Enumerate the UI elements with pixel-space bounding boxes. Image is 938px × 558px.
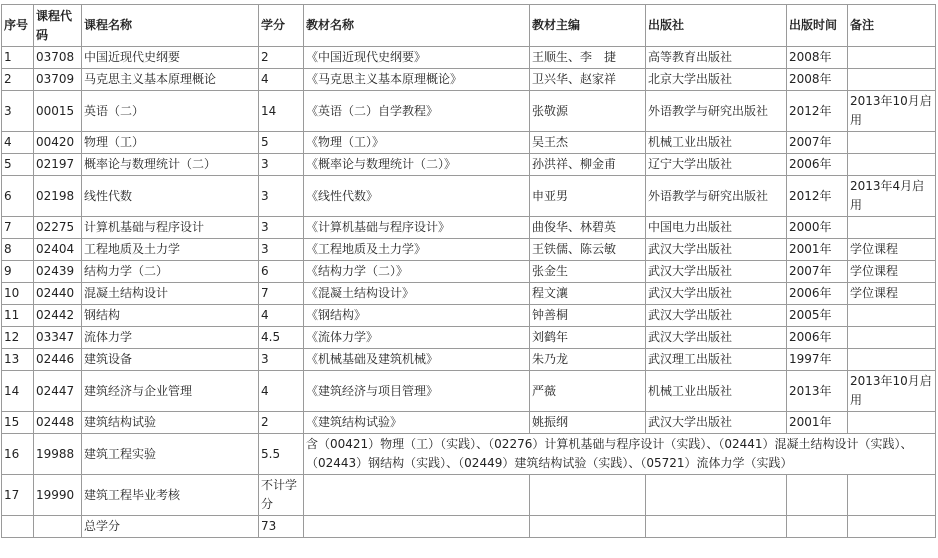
cell-year: 2007年 <box>787 261 848 283</box>
cell-no: 13 <box>2 349 34 371</box>
cell-note <box>848 217 936 239</box>
cell-code: 02439 <box>34 261 82 283</box>
cell-course: 钢结构 <box>82 305 259 327</box>
cell-empty <box>530 475 646 516</box>
cell-credit: 14 <box>259 91 304 132</box>
cell-no: 1 <box>2 47 34 69</box>
cell-credit: 5 <box>259 132 304 154</box>
table-body <box>2 47 936 434</box>
header-year: 出版时间 <box>787 5 848 47</box>
cell-no: 15 <box>2 412 34 434</box>
cell-credit: 2 <box>259 47 304 69</box>
cell-note: 学位课程 <box>848 261 936 283</box>
cell-publisher: 武汉大学出版社 <box>646 412 787 434</box>
cell-note <box>848 69 936 91</box>
cell-note: 2013年4月启用 <box>848 176 936 217</box>
cell-note: 2013年10月启用 <box>848 371 936 412</box>
cell-note <box>848 132 936 154</box>
cell-code: 19990 <box>34 475 82 516</box>
cell-empty <box>646 516 787 538</box>
cell-editor: 卫兴华、赵家祥 <box>530 69 646 91</box>
cell-textbook: 《混凝土结构设计》 <box>304 283 530 305</box>
cell-editor: 申亚男 <box>530 176 646 217</box>
cell-empty <box>34 516 82 538</box>
cell-no: 2 <box>2 69 34 91</box>
cell-credit: 3 <box>259 154 304 176</box>
table-row <box>2 434 936 475</box>
cell-empty <box>787 475 848 516</box>
cell-editor: 孙洪祥、柳金甫 <box>530 154 646 176</box>
cell-editor: 张敬源 <box>530 91 646 132</box>
header-publisher: 出版社 <box>646 5 787 47</box>
cell-credit: 2 <box>259 412 304 434</box>
table-row <box>2 217 936 239</box>
cell-empty <box>646 475 787 516</box>
cell-empty <box>530 516 646 538</box>
cell-credit: 3 <box>259 349 304 371</box>
table-row <box>2 475 936 516</box>
cell-editor: 曲俊华、林碧英 <box>530 217 646 239</box>
cell-textbook: 《建筑经济与项目管理》 <box>304 371 530 412</box>
cell-publisher: 高等教育出版社 <box>646 47 787 69</box>
table-row <box>2 327 936 349</box>
cell-course: 混凝土结构设计 <box>82 283 259 305</box>
cell-publisher: 外语教学与研究出版社 <box>646 91 787 132</box>
header-course: 课程名称 <box>82 5 259 47</box>
cell-no: 3 <box>2 91 34 132</box>
cell-course: 中国近现代史纲要 <box>82 47 259 69</box>
cell-code: 02446 <box>34 349 82 371</box>
cell-credit: 不计学分 <box>259 475 304 516</box>
cell-year: 2006年 <box>787 154 848 176</box>
cell-course: 流体力学 <box>82 327 259 349</box>
cell-code: 02197 <box>34 154 82 176</box>
cell-note: 学位课程 <box>848 283 936 305</box>
cell-no: 9 <box>2 261 34 283</box>
cell-editor: 吴王杰 <box>530 132 646 154</box>
cell-year: 2007年 <box>787 132 848 154</box>
cell-no: 5 <box>2 154 34 176</box>
cell-credit: 7 <box>259 283 304 305</box>
cell-credit: 5.5 <box>259 434 304 475</box>
cell-editor: 刘鹤年 <box>530 327 646 349</box>
cell-code: 03347 <box>34 327 82 349</box>
cell-publisher: 武汉理工出版社 <box>646 349 787 371</box>
cell-publisher: 机械工业出版社 <box>646 371 787 412</box>
table-row <box>2 349 936 371</box>
cell-editor: 王顺生、李 捷 <box>530 47 646 69</box>
cell-note <box>848 327 936 349</box>
cell-publisher: 外语教学与研究出版社 <box>646 176 787 217</box>
table-row <box>2 69 936 91</box>
cell-year: 2013年 <box>787 371 848 412</box>
cell-note <box>848 349 936 371</box>
cell-publisher: 机械工业出版社 <box>646 132 787 154</box>
cell-textbook: 《机械基础及建筑机械》 <box>304 349 530 371</box>
cell-editor: 朱乃龙 <box>530 349 646 371</box>
table-row <box>2 154 936 176</box>
cell-textbook: 《物理（工）》 <box>304 132 530 154</box>
cell-textbook: 《钢结构》 <box>304 305 530 327</box>
header-note: 备注 <box>848 5 936 47</box>
cell-year: 2012年 <box>787 91 848 132</box>
cell-empty <box>848 475 936 516</box>
table-row <box>2 261 936 283</box>
cell-year: 2000年 <box>787 217 848 239</box>
table-row <box>2 412 936 434</box>
cell-code: 02198 <box>34 176 82 217</box>
cell-publisher: 武汉大学出版社 <box>646 239 787 261</box>
cell-no: 16 <box>2 434 34 475</box>
table-row <box>2 239 936 261</box>
cell-course: 线性代数 <box>82 176 259 217</box>
cell-publisher: 北京大学出版社 <box>646 69 787 91</box>
cell-detail: 含（00421）物理（工）（实践）、（02276）计算机基础与程序设计（实践）、（02441）混凝土结构设计（实践）、（02443）钢结构（实践）、（02449）建筑结构试验（实践）、（05721）流体力学（实践） <box>304 434 936 475</box>
cell-no: 10 <box>2 283 34 305</box>
cell-empty <box>848 516 936 538</box>
cell-course: 物理（工） <box>82 132 259 154</box>
cell-course: 建筑设备 <box>82 349 259 371</box>
header-textbook: 教材名称 <box>304 5 530 47</box>
cell-code: 03708 <box>34 47 82 69</box>
cell-no: 11 <box>2 305 34 327</box>
cell-course: 建筑工程毕业考核 <box>82 475 259 516</box>
cell-course: 马克思主义基本原理概论 <box>82 69 259 91</box>
header-code: 课程代码 <box>34 5 82 47</box>
cell-publisher: 武汉大学出版社 <box>646 327 787 349</box>
cell-textbook: 《结构力学（二）》 <box>304 261 530 283</box>
table-row <box>2 176 936 217</box>
cell-credit: 3 <box>259 176 304 217</box>
cell-course: 工程地质及土力学 <box>82 239 259 261</box>
cell-note: 学位课程 <box>848 239 936 261</box>
cell-course: 建筑结构试验 <box>82 412 259 434</box>
cell-year: 1997年 <box>787 349 848 371</box>
cell-editor: 张金生 <box>530 261 646 283</box>
header-no: 序号 <box>2 5 34 47</box>
cell-year: 2008年 <box>787 69 848 91</box>
cell-code: 02448 <box>34 412 82 434</box>
cell-editor: 姚振纲 <box>530 412 646 434</box>
cell-editor: 程文瀼 <box>530 283 646 305</box>
cell-year: 2008年 <box>787 47 848 69</box>
table-row <box>2 283 936 305</box>
cell-no: 14 <box>2 371 34 412</box>
cell-course: 建筑工程实验 <box>82 434 259 475</box>
cell-empty <box>787 516 848 538</box>
table-row <box>2 47 936 69</box>
header-editor: 教材主编 <box>530 5 646 47</box>
cell-code: 00420 <box>34 132 82 154</box>
cell-note <box>848 47 936 69</box>
header-credit: 学分 <box>259 5 304 47</box>
table-row <box>2 91 936 132</box>
total-value: 73 <box>259 516 304 538</box>
cell-editor: 严薇 <box>530 371 646 412</box>
cell-credit: 4.5 <box>259 327 304 349</box>
cell-credit: 3 <box>259 217 304 239</box>
cell-empty <box>304 475 530 516</box>
cell-publisher: 武汉大学出版社 <box>646 261 787 283</box>
cell-textbook: 《马克思主义基本原理概论》 <box>304 69 530 91</box>
cell-note <box>848 305 936 327</box>
cell-year: 2001年 <box>787 412 848 434</box>
cell-code: 02404 <box>34 239 82 261</box>
cell-no: 17 <box>2 475 34 516</box>
cell-year: 2006年 <box>787 327 848 349</box>
cell-editor: 王铁儒、陈云敏 <box>530 239 646 261</box>
cell-publisher: 中国电力出版社 <box>646 217 787 239</box>
cell-textbook: 《计算机基础与程序设计》 <box>304 217 530 239</box>
cell-textbook: 《建筑结构试验》 <box>304 412 530 434</box>
cell-textbook: 《英语（二）自学教程》 <box>304 91 530 132</box>
course-table <box>1 4 936 538</box>
cell-year: 2012年 <box>787 176 848 217</box>
table-row <box>2 132 936 154</box>
cell-empty <box>2 516 34 538</box>
cell-credit: 4 <box>259 69 304 91</box>
cell-editor: 钟善桐 <box>530 305 646 327</box>
cell-year: 2006年 <box>787 283 848 305</box>
cell-textbook: 《工程地质及土力学》 <box>304 239 530 261</box>
cell-course: 计算机基础与程序设计 <box>82 217 259 239</box>
cell-empty <box>304 516 530 538</box>
cell-note: 2013年10月启用 <box>848 91 936 132</box>
cell-code: 03709 <box>34 69 82 91</box>
cell-publisher: 武汉大学出版社 <box>646 283 787 305</box>
cell-year: 2005年 <box>787 305 848 327</box>
table-row <box>2 305 936 327</box>
cell-code: 02442 <box>34 305 82 327</box>
cell-course: 结构力学（二） <box>82 261 259 283</box>
header-row <box>2 5 936 47</box>
cell-textbook: 《概率论与数理统计（二）》 <box>304 154 530 176</box>
cell-code: 19988 <box>34 434 82 475</box>
cell-course: 英语（二） <box>82 91 259 132</box>
cell-code: 02447 <box>34 371 82 412</box>
cell-course: 建筑经济与企业管理 <box>82 371 259 412</box>
cell-code: 02275 <box>34 217 82 239</box>
cell-no: 12 <box>2 327 34 349</box>
cell-textbook: 《线性代数》 <box>304 176 530 217</box>
cell-publisher: 辽宁大学出版社 <box>646 154 787 176</box>
cell-no: 4 <box>2 132 34 154</box>
cell-code: 02440 <box>34 283 82 305</box>
cell-credit: 3 <box>259 239 304 261</box>
total-row <box>2 516 936 538</box>
cell-no: 6 <box>2 176 34 217</box>
cell-code: 00015 <box>34 91 82 132</box>
cell-credit: 4 <box>259 305 304 327</box>
cell-course: 概率论与数理统计（二） <box>82 154 259 176</box>
cell-credit: 6 <box>259 261 304 283</box>
cell-note <box>848 154 936 176</box>
cell-publisher: 武汉大学出版社 <box>646 305 787 327</box>
total-label: 总学分 <box>82 516 259 538</box>
cell-textbook: 《中国近现代史纲要》 <box>304 47 530 69</box>
cell-note <box>848 412 936 434</box>
table-row <box>2 371 936 412</box>
cell-no: 8 <box>2 239 34 261</box>
cell-year: 2001年 <box>787 239 848 261</box>
cell-textbook: 《流体力学》 <box>304 327 530 349</box>
cell-credit: 4 <box>259 371 304 412</box>
cell-no: 7 <box>2 217 34 239</box>
